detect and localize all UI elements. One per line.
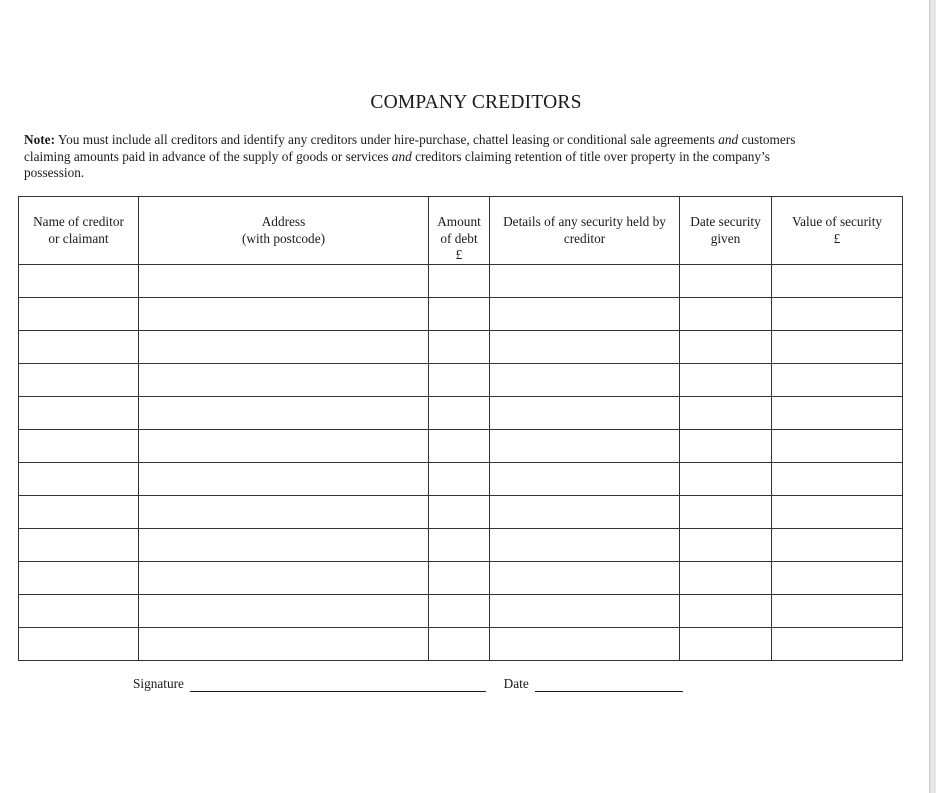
cell-date-security-given[interactable] (680, 330, 772, 363)
cell-value-of-security[interactable] (772, 297, 903, 330)
cell-address[interactable] (139, 396, 429, 429)
cell-date-security-given[interactable] (680, 429, 772, 462)
cell-security-details[interactable] (490, 297, 680, 330)
cell-amount-of-debt[interactable] (429, 528, 490, 561)
cell-date-security-given[interactable] (680, 297, 772, 330)
cell-amount-of-debt[interactable] (429, 396, 490, 429)
cell-date-security-given[interactable] (680, 396, 772, 429)
cell-creditor-name[interactable] (19, 363, 139, 396)
page-edge (929, 0, 936, 793)
table-row (19, 363, 903, 396)
cell-creditor-name[interactable] (19, 495, 139, 528)
cell-value-of-security[interactable] (772, 264, 903, 297)
cell-creditor-name[interactable] (19, 594, 139, 627)
cell-address[interactable] (139, 462, 429, 495)
cell-date-security-given[interactable] (680, 594, 772, 627)
table-row (19, 462, 903, 495)
cell-creditor-name[interactable] (19, 264, 139, 297)
cell-creditor-name[interactable] (19, 429, 139, 462)
cell-address[interactable] (139, 264, 429, 297)
cell-security-details[interactable] (490, 396, 680, 429)
cell-value-of-security[interactable] (772, 495, 903, 528)
cell-date-security-given[interactable] (680, 264, 772, 297)
creditors-table (18, 196, 903, 661)
cell-value-of-security[interactable] (772, 462, 903, 495)
column-header-amount-of-debt: Amount of debt £ (429, 197, 490, 265)
cell-creditor-name[interactable] (19, 396, 139, 429)
cell-security-details[interactable] (490, 363, 680, 396)
column-header-value-of-security: Value of security £ (772, 197, 903, 265)
signature-label: Signature (133, 676, 184, 691)
cell-address[interactable] (139, 528, 429, 561)
cell-creditor-name[interactable] (19, 561, 139, 594)
creditors-table-body (19, 264, 903, 660)
cell-address[interactable] (139, 297, 429, 330)
cell-value-of-security[interactable] (772, 561, 903, 594)
cell-creditor-name[interactable] (19, 330, 139, 363)
cell-creditor-name[interactable] (19, 528, 139, 561)
column-header-creditor-name: Name of creditor or claimant (19, 197, 139, 265)
cell-address[interactable] (139, 627, 429, 660)
column-header-address: Address (with postcode) (139, 197, 429, 265)
cell-value-of-security[interactable] (772, 363, 903, 396)
cell-address[interactable] (139, 495, 429, 528)
cell-security-details[interactable] (490, 528, 680, 561)
cell-amount-of-debt[interactable] (429, 264, 490, 297)
cell-address[interactable] (139, 561, 429, 594)
cell-date-security-given[interactable] (680, 462, 772, 495)
table-row (19, 495, 903, 528)
cell-date-security-given[interactable] (680, 561, 772, 594)
cell-value-of-security[interactable] (772, 330, 903, 363)
table-header-row (19, 197, 903, 265)
table-row (19, 528, 903, 561)
page-title: COMPANY CREDITORS (370, 92, 582, 113)
cell-security-details[interactable] (490, 627, 680, 660)
instruction-note (24, 132, 824, 182)
cell-value-of-security[interactable] (772, 429, 903, 462)
cell-amount-of-debt[interactable] (429, 594, 490, 627)
cell-amount-of-debt[interactable] (429, 297, 490, 330)
cell-amount-of-debt[interactable] (429, 561, 490, 594)
cell-security-details[interactable] (490, 594, 680, 627)
table-row (19, 264, 903, 297)
cell-address[interactable] (139, 594, 429, 627)
cell-date-security-given[interactable] (680, 495, 772, 528)
cell-address[interactable] (139, 429, 429, 462)
cell-value-of-security[interactable] (772, 627, 903, 660)
cell-security-details[interactable] (490, 264, 680, 297)
cell-date-security-given[interactable] (680, 363, 772, 396)
cell-security-details[interactable] (490, 429, 680, 462)
cell-creditor-name[interactable] (19, 297, 139, 330)
table-row (19, 396, 903, 429)
column-header-security-details: Details of any security held by creditor (490, 197, 680, 265)
note-text-3: creditors claiming retention of title over property in the company’s possession. (24, 148, 770, 180)
table-row (19, 297, 903, 330)
cell-amount-of-debt[interactable] (429, 627, 490, 660)
signature-field[interactable] (190, 677, 486, 692)
column-header-date-security-given: Date security given (680, 197, 772, 265)
cell-address[interactable] (139, 363, 429, 396)
cell-date-security-given[interactable] (680, 528, 772, 561)
cell-amount-of-debt[interactable] (429, 462, 490, 495)
cell-creditor-name[interactable] (19, 627, 139, 660)
cell-security-details[interactable] (490, 462, 680, 495)
table-row (19, 330, 903, 363)
cell-amount-of-debt[interactable] (429, 429, 490, 462)
cell-address[interactable] (139, 330, 429, 363)
signature-row (133, 676, 683, 692)
cell-security-details[interactable] (490, 561, 680, 594)
cell-value-of-security[interactable] (772, 396, 903, 429)
cell-amount-of-debt[interactable] (429, 330, 490, 363)
cell-amount-of-debt[interactable] (429, 495, 490, 528)
note-label: Note: (24, 132, 56, 147)
date-label: Date (503, 676, 529, 691)
table-row (19, 561, 903, 594)
cell-value-of-security[interactable] (772, 594, 903, 627)
note-text-1: You must include all creditors and identify any creditors under hire-purchase, chattel leasing or conditional sale agreements (55, 132, 719, 147)
table-row (19, 594, 903, 627)
cell-value-of-security[interactable] (772, 528, 903, 561)
table-row (19, 627, 903, 660)
cell-creditor-name[interactable] (19, 462, 139, 495)
cell-security-details[interactable] (490, 495, 680, 528)
cell-security-details[interactable] (490, 330, 680, 363)
table-row (19, 429, 903, 462)
cell-amount-of-debt[interactable] (429, 363, 490, 396)
cell-date-security-given[interactable] (680, 627, 772, 660)
note-emphasis-and-1: and (718, 132, 739, 147)
note-emphasis-and-2: and (391, 148, 412, 164)
note-text-2: customers claiming amounts paid in advance of the supply of goods or services (24, 132, 796, 164)
date-field[interactable] (535, 677, 683, 692)
